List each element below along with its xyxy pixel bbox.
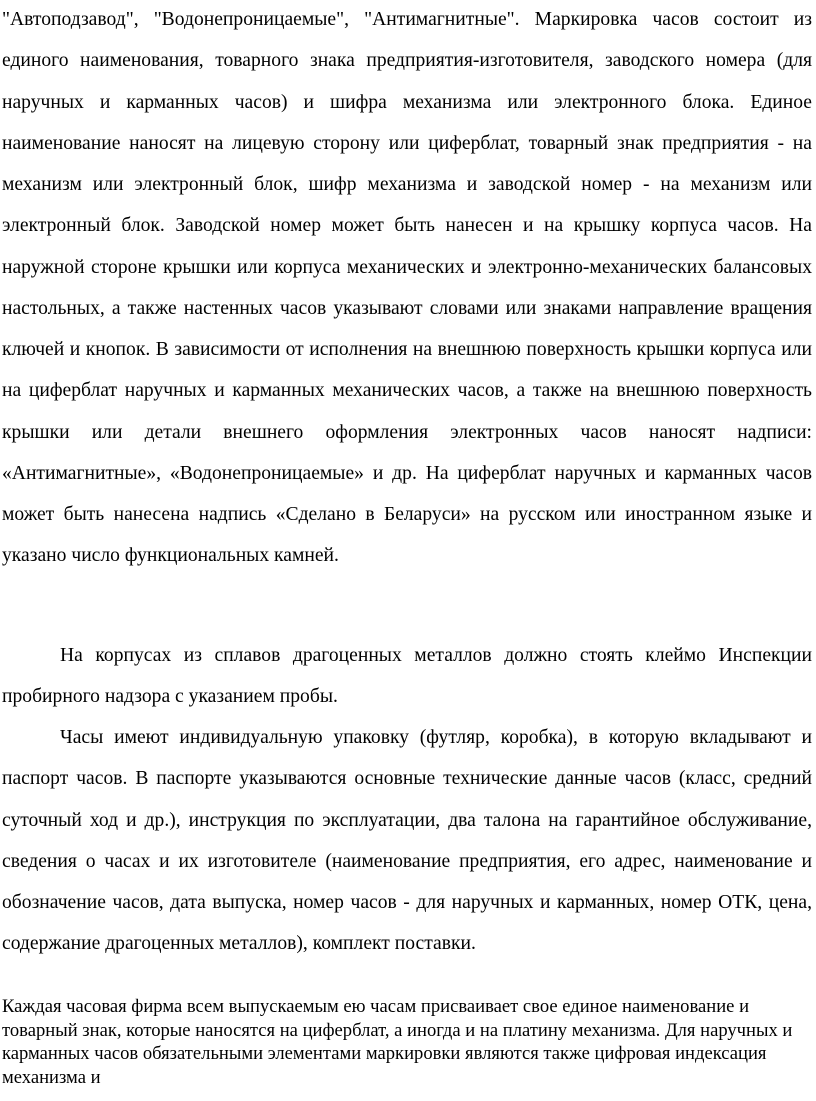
paragraph-marking: "Автоподзавод", "Водонепроницаемые", "Антимагнитные". Маркировка часов состоит из единого наименования, товарного знака предприятия-изготовителя, заводского номера (для наручных и карманных часов) и шифра механизма или электронного блока. Единое наименование наносят на лицевую сторону или циферблат, товарный знак предприятия - на механизм или электронный блок, шифр механизма и заводской номер - на механизм или электронный блок. Заводской номер может быть нанесен и на крышку корпуса часов. На наружной стороне крышки или корпуса механических и электронно-механических балансовых настольных, а также настенных часов указывают словами или знаками направление вращения ключей и кнопок. В зависимости от исполнения на внешнюю поверхность крышки корпуса или на циферблат наручных и карманных механических часов, а также на внешнюю поверхность крышки или детали внешнего оформления электронных часов наносят надписи: «Антимагнитные», «Водонепроницаемые» и др. На циферблат наручных и карманных часов может быть нанесена надпись «Сделано в Беларуси» на русском или иностранном языке и указано число функциональных камней. [2,9,812,567]
paragraph-packaging: Часы имеют индивидуальную упаковку (футляр, коробка), в которую вкладывают и паспорт часов. В паспорте указываются основные технические данные часов (класс, средний суточный ход и др.), инструкция по эксплуатации, два талона на гарантийное обслуживание, сведения о часах и их изготовителе (наименование предприятия, его адрес, наименование и обозначение часов, дата выпуска, номер часов - для наручных и карманных, номер ОТК, цена, содержание драгоценных металлов), комплект поставки. [2,727,812,955]
paragraph-brand-naming: Каждая часовая фирма всем выпускаемым ею часам присваивает свое единое наименование и товарный знак, которые наносятся на циферблат, а иногда и на платину механизма. Для наручных и карманных часов обязательными элементами маркировки являются также цифровая индексация механизма и [2,996,793,1088]
paragraph-assay-stamp: На корпусах из сплавов драгоценных металлов должно стоять клеймо Инспекции пробирного надзора с указанием пробы. [2,645,812,708]
